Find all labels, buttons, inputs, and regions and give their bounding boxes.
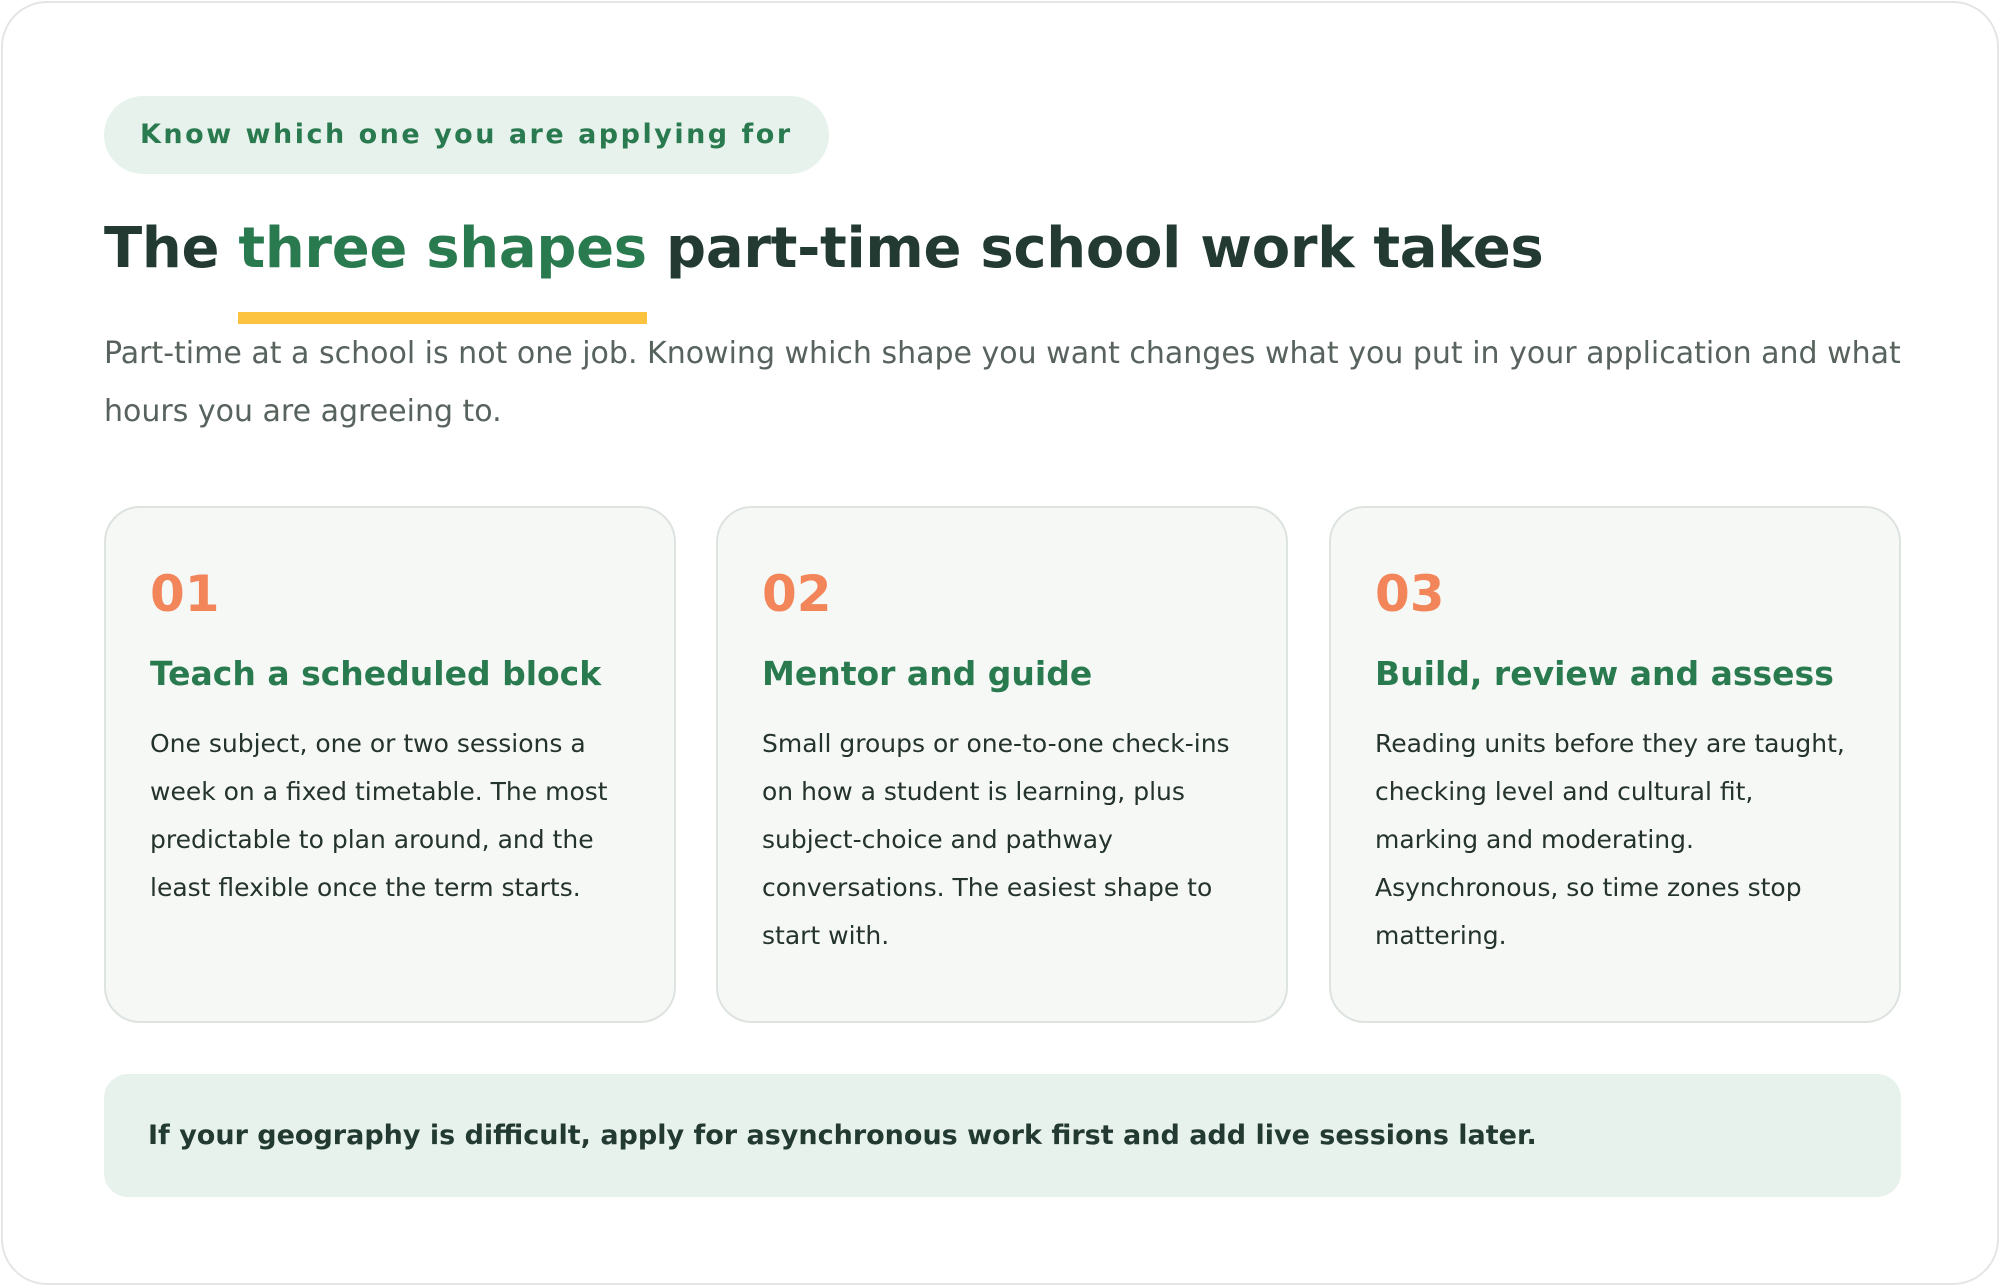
title-tail: part-time school work takes	[646, 216, 1544, 281]
shape-card-mentor-guide	[716, 506, 1288, 1023]
shape-card-build-review-assess	[1329, 506, 1901, 1023]
card-title: Build, review and assess	[1375, 654, 1834, 693]
title-lead: The	[104, 216, 239, 281]
card-description: One subject, one or two sessions a week on a fixed timetable. The most predictable to plan around, and the least flexible once the term starts.	[150, 729, 608, 902]
shape-cards	[104, 506, 1901, 1023]
content-panel	[1, 1, 1999, 1285]
card-number: 02	[762, 565, 832, 623]
card-description: Reading units before they are taught, checking level and cultural fit, marking and moderating. Asynchronous, so time zones stop mattering.	[1375, 729, 1845, 950]
card-description: Small groups or one-to-one check-ins on how a student is learning, plus subject-choice and pathway conversations. The easiest shape to start with.	[762, 729, 1230, 950]
card-title: Teach a scheduled block	[150, 654, 602, 693]
card-number: 03	[1375, 565, 1445, 623]
title-highlight	[238, 216, 647, 281]
title-highlight-underline	[238, 312, 647, 324]
card-number: 01	[150, 565, 220, 623]
card-title: Mentor and guide	[762, 654, 1093, 693]
page-title	[104, 209, 1543, 289]
intro-text: Part-time at a school is not one job. Knowing which shape you want changes what you put in your application and what hours you are agreeing to.	[104, 336, 1901, 429]
shape-card-scheduled-block	[104, 506, 676, 1023]
title-highlight-text: three shapes	[238, 216, 647, 281]
eyebrow-badge: Know which one you are applying for	[104, 96, 829, 174]
tip-callout: If your geography is difficult, apply for asynchronous work first and add live sessions later.	[104, 1074, 1901, 1197]
